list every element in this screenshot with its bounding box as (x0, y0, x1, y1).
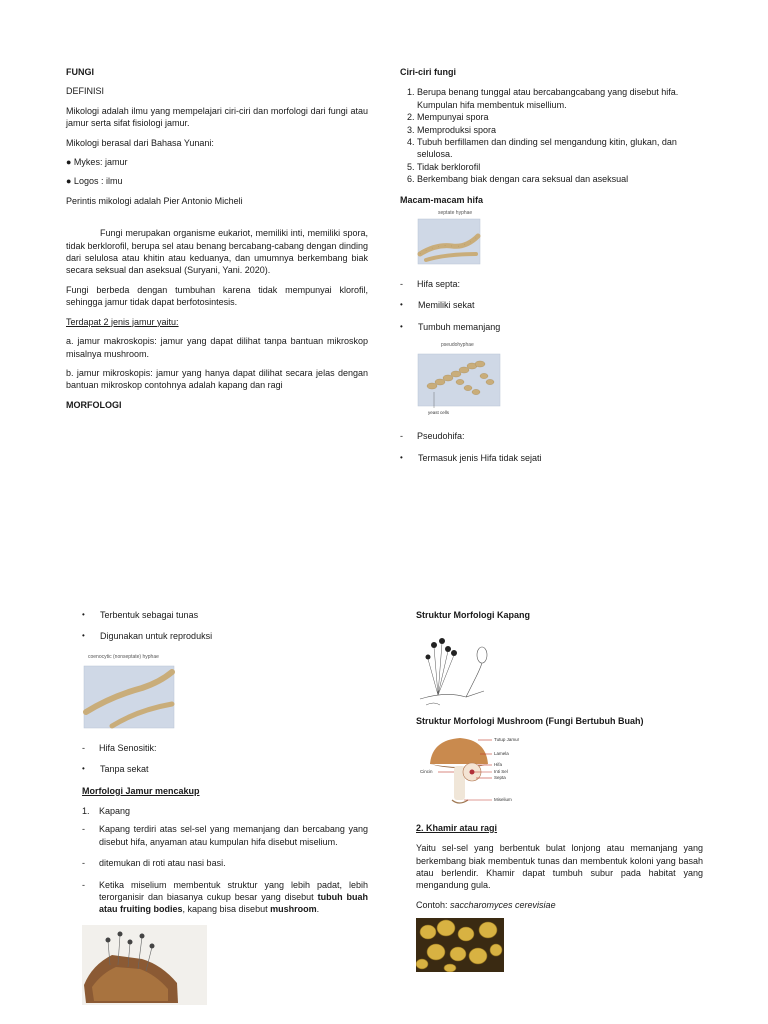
mushroom-structure-image (416, 734, 531, 810)
paragraph-perintis: Perintis mikologi adalah Pier Antonio Micheli (66, 195, 243, 206)
list-item: 3. Memproduksi spora (417, 124, 703, 136)
coenocytic-hyphae-figure (82, 652, 180, 732)
heading-definisi: DEFINISI (66, 86, 105, 97)
left-top-column (66, 66, 368, 418)
paragraph-jenis-jamur: Terdapat 2 jenis jamur yaitu: (66, 316, 179, 327)
mushroom-structure-figure (416, 734, 531, 810)
bullet-mykes: ● Mykes: jamur (66, 157, 128, 168)
right-bottom-column (416, 609, 703, 972)
kapang-desc: - ditemukan di roti atau nasi basi. (82, 858, 226, 869)
coenocytic-hyphae-image (82, 652, 180, 732)
yeast-cells-label: yeast cells (428, 410, 450, 416)
pseudo-item: - Pseudohifa: (400, 431, 465, 442)
ciri-list (400, 86, 703, 185)
heading-morfologi: MORFOLOGI (66, 399, 122, 410)
pseudohyphae-image (416, 342, 516, 420)
septa-item: - Hifa septa: (400, 279, 461, 290)
septate-caption: septate hyphae (438, 210, 473, 217)
pseudo-item: • Termasuk jenis Hifa tidak sejati (400, 452, 542, 463)
septate-hyphae-figure (416, 210, 506, 268)
kapang-structure-figure (416, 625, 496, 709)
bullet-logos: ● Logos : ilmu (66, 176, 123, 187)
septate-hyphae-image (416, 210, 506, 268)
list-item: 1. Berupa benang tunggal atau bercabangcabang yang disebut hifa. Kumpulan hifa membentuk misellium. (417, 86, 703, 111)
heading-ciri-ciri: Ciri-ciri fungi (400, 67, 456, 77)
paragraph-yunani: Mikologi berasal dari Bahasa Yunani: (66, 137, 214, 148)
saccharomyces-image (416, 918, 504, 972)
title-fungi: FUNGI (66, 67, 94, 77)
heading-morfologi-mencakup: Morfologi Jamur mencakup (82, 785, 200, 796)
pseudohyphae-caption: pseudohyphae (441, 342, 474, 349)
paragraph-contoh: Contoh: saccharomyces cerevisiae (416, 899, 556, 910)
heading-macam-hifa: Macam-macam hifa (400, 194, 484, 205)
paragraph-fungi-eukariot: Fungi merupakan organisme eukariot, memiliki inti, memiliki spora, tidak berklorofil, berupa sel atau benang bercabang-cabang dengan dinding dari selulosa atau khitin atau keduanya, dan umumnya berkembang biak secara seksual dan aseksual (Suryani, Yani. 2020). (66, 228, 368, 276)
bread-mold-image (82, 925, 207, 1005)
paragraph-mikologi: Mikologi adalah ilmu yang mempelajari ciri-ciri dan morfologi dari fungi atau jamur serta sifat fisiologi jamur. (66, 105, 368, 129)
paragraph-makroskopis: a. jamur makroskopis: jamur yang dapat dilihat tanpa bantuan mikroskop misalnya mushroom. (66, 336, 368, 359)
label-lamela: Lamela (494, 750, 509, 756)
kapang-desc: - Ketika miselium membentuk struktur yang lebih padat, lebih terorganisir dan biasanya cukup besar yang disebut tubuh buah atau fruiting bodies, kapang bisa disebut mushroom. (82, 879, 368, 915)
pseudohyphae-figure (416, 342, 516, 420)
heading-struktur-kapang: Struktur Morfologi Kapang (416, 610, 530, 620)
septa-item: • Tumbuh memanjang (400, 321, 501, 332)
list-item: 2. Mempunyai spora (417, 111, 703, 123)
paragraph-khamir: Yaitu sel-sel yang berbentuk bulat lonjong atau memanjang yang berkembang biak membentuk tunas dan membentuk koloni yang basah atau berlendir. Khamir dapat tumbuh subur pada habitat yang mengandung gula. (416, 843, 703, 891)
label-septa: Septa (494, 774, 506, 780)
right-top-column (400, 66, 703, 473)
heading-struktur-mushroom: Struktur Morfologi Mushroom (Fungi Bertubuh Buah) (416, 716, 644, 727)
yeast-photo-figure (416, 918, 504, 972)
label-inti-sel: Inti Sel (494, 768, 508, 774)
senositik-item: • Tanpa sekat (82, 764, 149, 775)
reproduksi-item: • Digunakan untuk reproduksi (82, 631, 213, 642)
list-item: 4. Tubuh berfillamen dan dinding sel mengandung kitin, glukan, dan selulosa. (417, 136, 703, 161)
senositik-item: - Hifa Senositik: (82, 742, 157, 753)
label-miselium: Miselium (494, 796, 512, 802)
kapang-desc: - Kapang terdiri atas sel-sel yang memanjang dan bercabang yang disebut hifa, anyaman atau kumpulan hifa disebut miselium. (82, 824, 368, 847)
septa-item: • Memiliki sekat (400, 300, 475, 311)
paragraph-fungi-berbeda: Fungi berbeda dengan tumbuhan karena tidak mempunyai klorofil, sehingga jamur tidak dapat berfotosintesis. (66, 284, 368, 308)
tunas-item: • Terbentuk sebagai tunas (82, 610, 199, 620)
list-item: 5. Tidak berklorofil (417, 161, 703, 173)
heading-khamir: 2. Khamir atau ragi (416, 822, 498, 833)
coenocytic-caption: coenocytic (nonseptate) hyphae (88, 653, 159, 660)
label-hifa: Hifa (494, 761, 503, 767)
label-cincin: Cincin (420, 768, 433, 774)
list-item: 6. Berkembang biak dengan cara seksual dan aseksual (417, 173, 703, 185)
label-tutup-jamur: Tutup Jamur (494, 736, 520, 742)
kapang-photo-figure (82, 925, 207, 1005)
kapang-item: 1. Kapang (82, 806, 131, 817)
paragraph-mikroskopis: b. jamur mikroskopis: jamur yang hanya dapat dilihat secara jelas dengan bantuan mikroskop contohnya adalah kapang dan ragi (66, 367, 368, 391)
kapang-structure-image (416, 625, 496, 709)
left-bottom-column (82, 609, 368, 1005)
